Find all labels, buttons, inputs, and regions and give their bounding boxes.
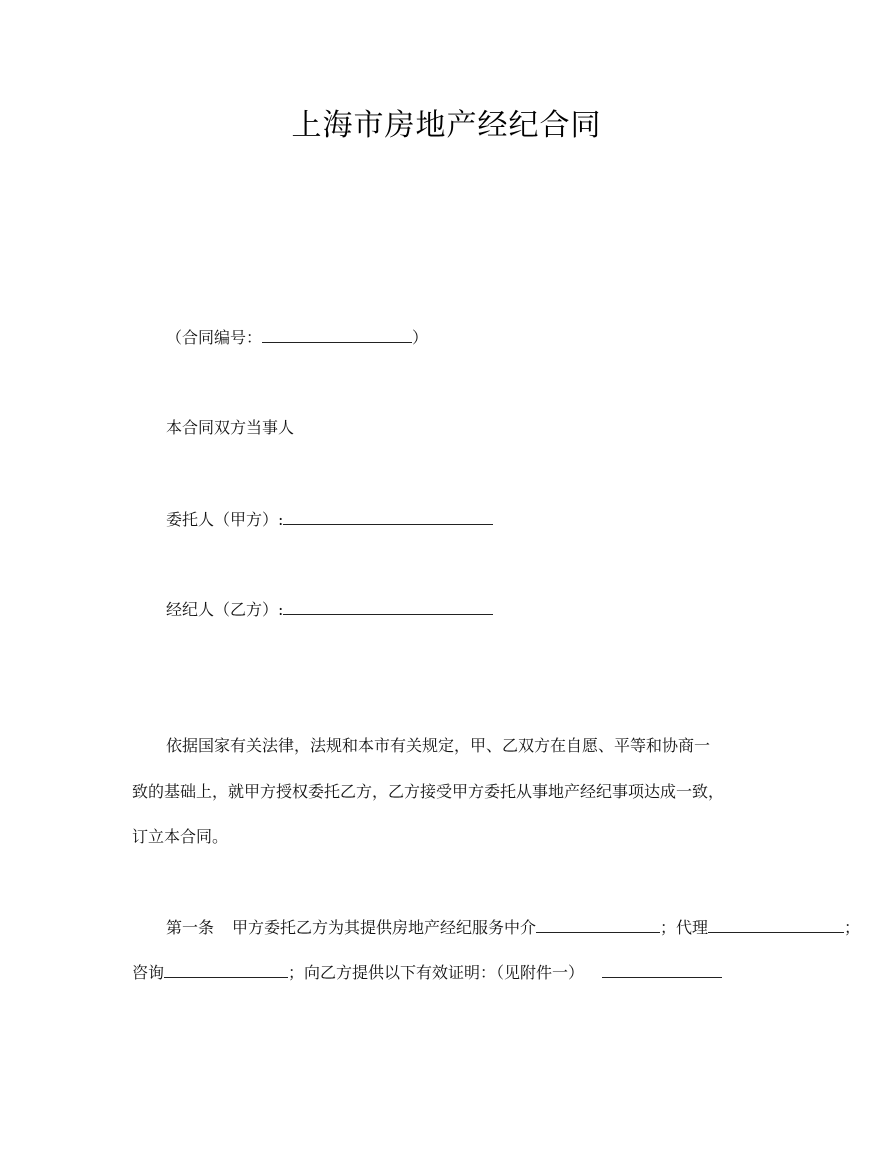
article-1-line-1 bbox=[166, 917, 860, 939]
article-1-line-2 bbox=[132, 962, 722, 984]
agent-line bbox=[166, 599, 493, 621]
consult-blank[interactable] bbox=[164, 962, 288, 978]
contract-number-close: ） bbox=[412, 328, 429, 347]
article-1-text-a: 甲方委托乙方为其提供房地产经纪服务中介 bbox=[232, 918, 537, 937]
client-blank[interactable] bbox=[283, 509, 493, 525]
article-1-sep-2: ； bbox=[844, 918, 861, 937]
page-title: 上海市房地产经纪合同 bbox=[291, 108, 602, 143]
preamble-line-3: 订立本合同。 bbox=[132, 827, 229, 846]
consult-label: 咨询 bbox=[132, 963, 165, 982]
contract-number-blank[interactable] bbox=[262, 327, 412, 343]
article-1-text-b: ；向乙方提供以下有效证明：（见附件一） bbox=[288, 963, 585, 982]
preamble-line-2: 致的基础上，就甲方授权委托乙方，乙方接受甲方委托从事地产经纪事项达成一致， bbox=[132, 782, 725, 801]
client-line bbox=[166, 509, 493, 531]
agency-blank[interactable] bbox=[708, 917, 844, 933]
preamble-line-1: 依据国家有关法律，法规和本市有关规定，甲、乙双方在自愿、平等和协商一 bbox=[166, 736, 711, 755]
intermediary-blank[interactable] bbox=[536, 917, 660, 933]
certificate-blank[interactable] bbox=[602, 962, 722, 978]
parties-heading: 本合同双方当事人 bbox=[166, 418, 295, 437]
contract-number-label: （合同编号： bbox=[166, 328, 263, 347]
article-1-sep-1: ；代理 bbox=[660, 918, 709, 937]
client-label: 委托人（甲方）: bbox=[166, 510, 284, 529]
article-1-number: 第一条 bbox=[166, 918, 215, 937]
agent-blank[interactable] bbox=[283, 599, 493, 615]
agent-label: 经纪人（乙方）: bbox=[166, 600, 284, 619]
contract-number-line bbox=[166, 327, 428, 349]
